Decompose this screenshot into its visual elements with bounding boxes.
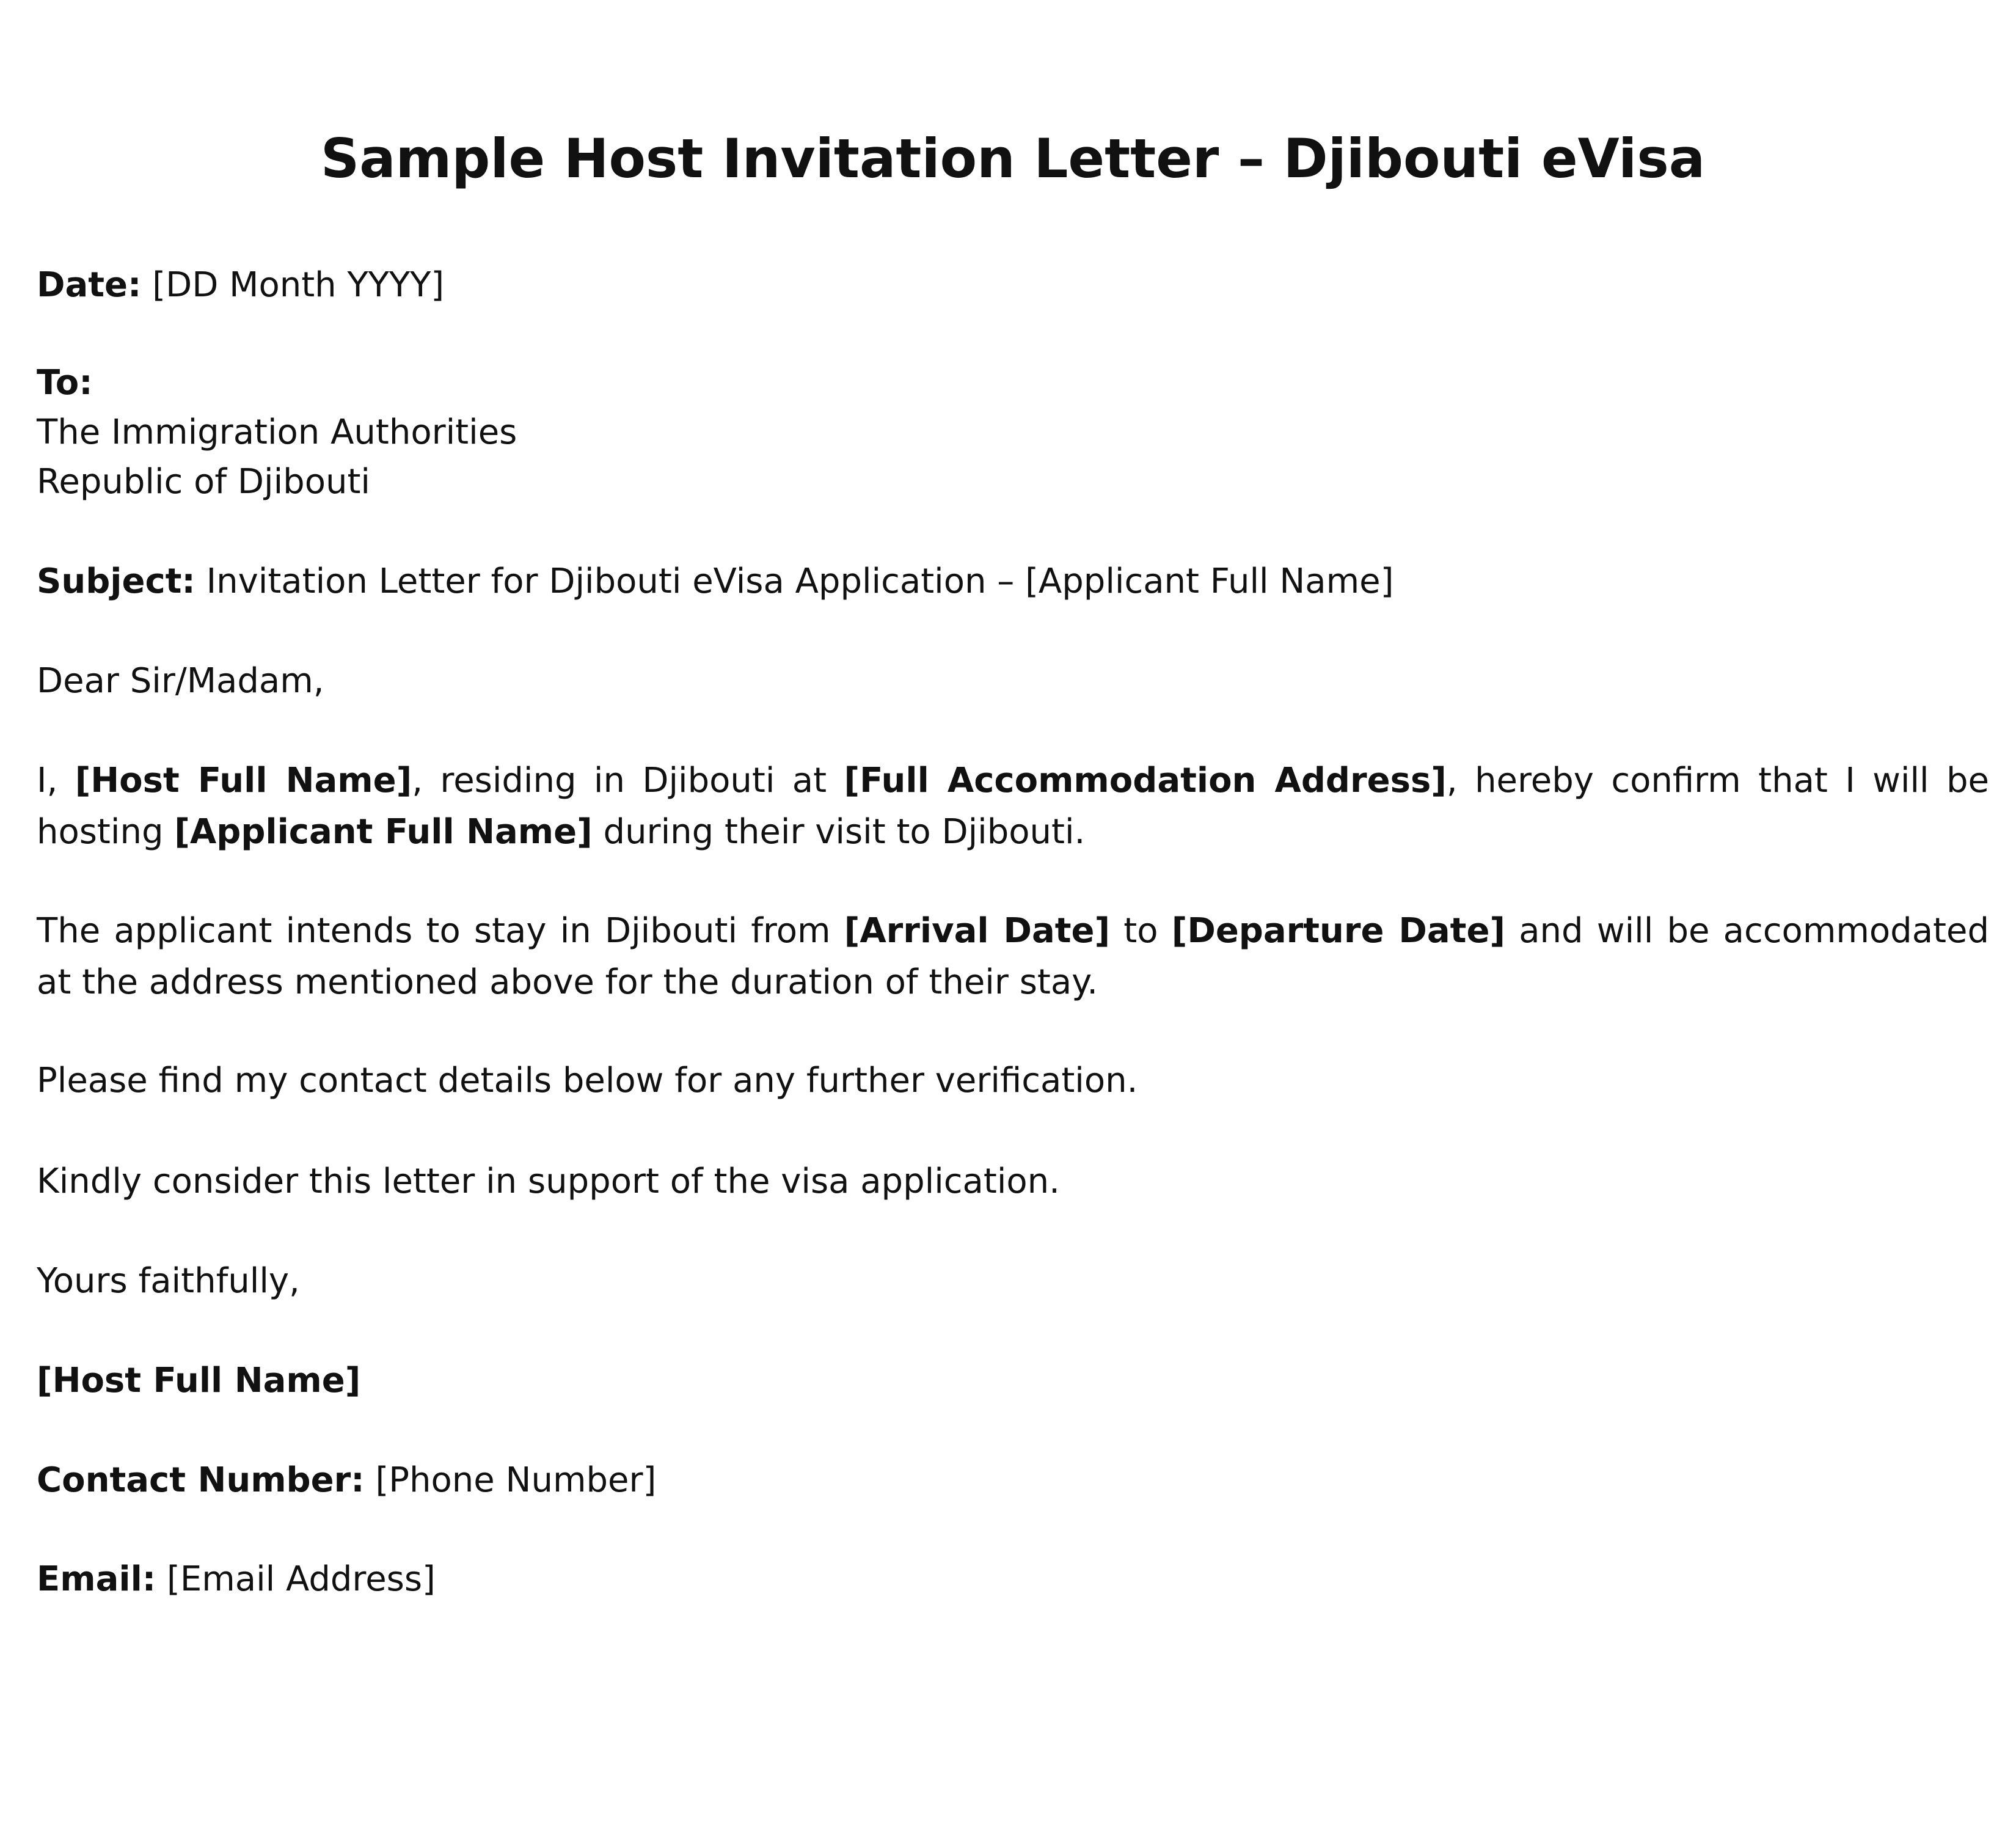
date-line (37, 260, 1989, 311)
email-line (37, 1554, 1989, 1605)
paragraph-text: and will be accommodated at the address mentioned above for the duration of their stay. (37, 911, 1989, 1002)
to-label-line (37, 357, 1989, 409)
departure-date-placeholder: [Departure Date] (1171, 911, 1506, 951)
paragraph-text: , residing in Djibouti at (412, 761, 844, 800)
paragraph-hosting (37, 755, 1989, 858)
contact-number-value: [Phone Number] (375, 1460, 657, 1500)
signature-name (37, 1355, 1989, 1407)
email-value: [Email Address] (167, 1559, 436, 1599)
paragraph-stay (37, 906, 1989, 1008)
page-title: Sample Host Invitation Letter – Djibouti eVisa (320, 127, 1706, 190)
host-name-placeholder: [Host Full Name] (75, 761, 412, 800)
paragraph-text: , hereby confirm that I will be hosting (37, 761, 1989, 852)
signature-name-text: [Host Full Name] (37, 1361, 361, 1400)
salutation: Dear Sir/Madam, (37, 661, 324, 701)
arrival-date-placeholder: [Arrival Date] (844, 911, 1111, 951)
paragraph-text: during their visit to Djibouti. (592, 812, 1086, 852)
paragraph-text: I, (37, 761, 75, 800)
date-value: [DD Month YYYY] (152, 265, 445, 305)
to-label: To: (37, 363, 93, 403)
paragraph-consider: Kindly consider this letter in support of the visa application. (37, 1162, 1060, 1201)
subject-line (37, 556, 1989, 607)
paragraph-text: to (1110, 911, 1172, 951)
recipient-line-1: The Immigration Authorities (37, 412, 517, 452)
paragraph-contact-note: Please find my contact details below for any further verification. (37, 1061, 1138, 1100)
paragraph-text: The applicant intends to stay in Djibouti from (37, 911, 844, 951)
letter-page (37, 0, 1989, 1830)
email-label: Email: (37, 1559, 156, 1599)
address-placeholder: [Full Accommodation Address] (844, 761, 1447, 800)
subject-value: Invitation Letter for Djibouti eVisa Application – [Applicant Full Name] (206, 562, 1394, 601)
date-label: Date: (37, 265, 142, 305)
subject-label: Subject: (37, 562, 195, 601)
recipient-line-2: Republic of Djibouti (37, 462, 370, 502)
contact-number-line (37, 1455, 1989, 1506)
applicant-name-placeholder: [Applicant Full Name] (174, 812, 593, 852)
contact-number-label: Contact Number: (37, 1460, 365, 1500)
closing: Yours faithfully, (37, 1261, 300, 1301)
